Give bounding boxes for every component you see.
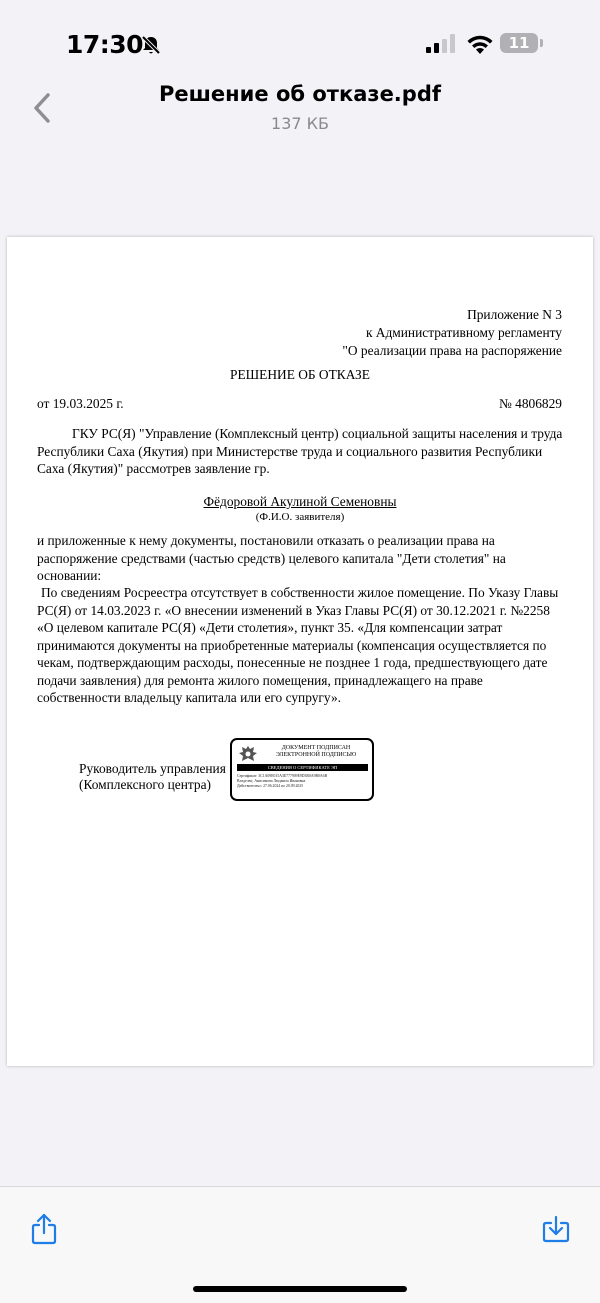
stamp-owner: Владелец: Анисимова Людмила Ивановна [237, 779, 306, 783]
stamp-header [262, 745, 370, 759]
org-paragraph: ГКУ РС(Я) "Управление (Комплексный центр) социальной защиты населения и труда Республики Саха (Якутия) при Министерстве труда и социального развития Республики Саха (Якутия)" рассмотрев заявление гр. [37, 426, 563, 476]
pdf-page[interactable] [7, 237, 593, 1066]
reason-paragraph: По сведениям Росреестра отсутствует в собственности жилое помещение. По Указу Главы РС(Я) от 14.03.2023 г. «О внесении изменений в Указ Главы РС(Я) от 30.12.2021 г. №2258 «О целевом капитале РС(Я) «Дети столетия», пункт 35. «Для компенсации затрат принимаются документы на приобретенные материалы (компенсация осуществляется по чекам, подтверждающим расходы, понесенные не позднее 1 года, предшествующего дате подачи заявления) для ремонта жилого помещения, принадлежащего на праве собственности владельцу капитала или его супругу». [37, 585, 559, 705]
stamp-info [237, 774, 369, 789]
stamp-header-line-2: ЭЛЕКТРОННОЙ ПОДПИСЬЮ [275, 752, 357, 758]
e-signature-stamp [230, 738, 374, 801]
wifi-icon [466, 33, 494, 55]
coat-of-arms-icon [237, 744, 259, 764]
signal-icon [426, 34, 458, 54]
status-bar [0, 0, 600, 90]
stamp-certificate: Сертификат: 3C1A09E015A3E777909E9D3B0A9B0A6B [237, 774, 328, 778]
stamp-certificate-bar: СВЕДЕНИЯ О СЕРТИФИКАТЕ ЭП [237, 764, 368, 771]
signer-line-2: (Комплексного центра) [79, 777, 211, 792]
battery-icon: 11 [500, 33, 538, 53]
decision-paragraph: и приложенные к нему документы, постановили отказать о реализации права на распоряжение средствами (частью средств) целевого капитала "Дети столетия" на основании: [37, 533, 506, 583]
document-title: Решение об отказе.pdf [158, 82, 441, 106]
document-size: 137 КБ [271, 114, 329, 133]
battery-tip [540, 39, 543, 47]
decision-number: № 4806829 [499, 396, 562, 411]
signer-title [79, 761, 226, 793]
bell-slash-icon [140, 34, 162, 56]
decision-heading: РЕШЕНИЕ ОБ ОТКАЗЕ [230, 367, 370, 382]
applicant-caption: (Ф.И.О. заявителя) [255, 511, 345, 523]
decision-date: от 19.03.2025 г. [37, 396, 124, 411]
annex-line-1: Приложение N 3 [467, 307, 562, 322]
applicant-name-line [7, 494, 593, 510]
stamp-header-line-1: ДОКУМЕНТ ПОДПИСАН [281, 745, 351, 751]
applicant-name: Фёдоровой Акулиной Семеновны [203, 494, 397, 509]
home-indicator[interactable] [193, 1286, 407, 1292]
annex-line-3: "О реализации права на распоряжение [342, 343, 562, 358]
status-time: 17:30 [66, 30, 144, 59]
download-icon[interactable] [541, 1215, 571, 1243]
stamp-valid: Действителен с 27.06.2024 по 20.09.2025 [237, 784, 304, 788]
signer-line-1: Руководитель управления [79, 761, 226, 776]
share-icon[interactable] [30, 1213, 58, 1245]
annex-line-2: к Административному регламенту [365, 325, 562, 340]
